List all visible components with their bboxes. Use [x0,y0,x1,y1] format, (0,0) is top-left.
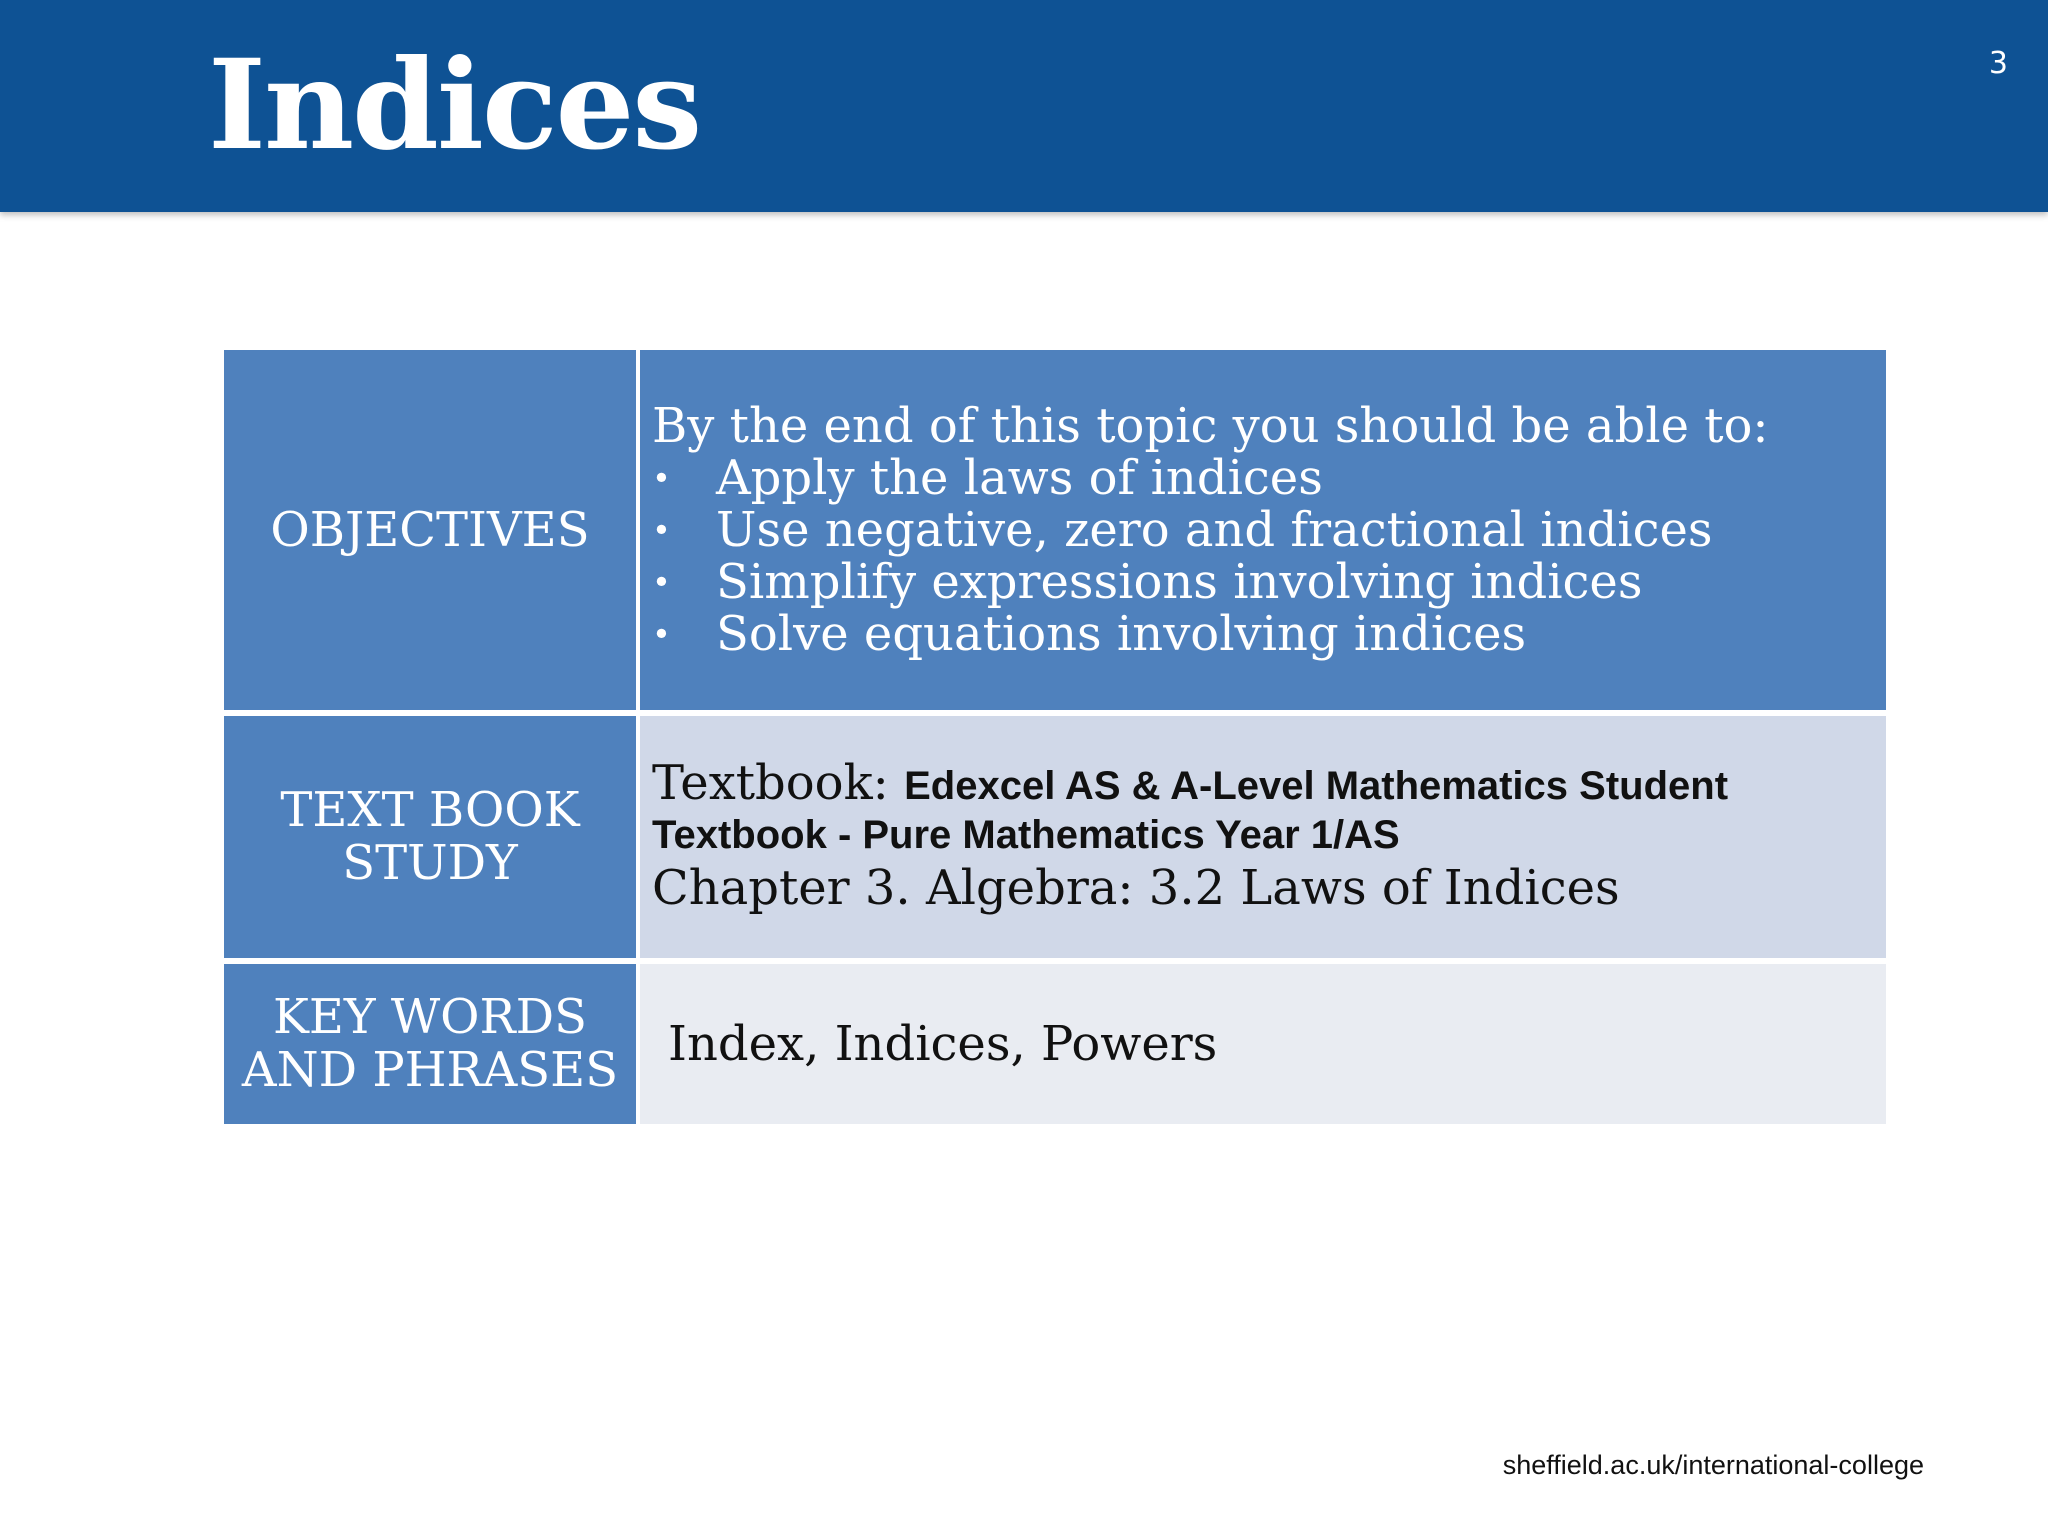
bullet-icon: • [652,459,671,497]
slide-number: 3 [1988,46,2008,81]
textbook-reference: Textbook: Edexcel AS & A-Level Mathematics Student [652,754,1729,811]
objective-item: • Apply the laws of indices [652,450,1323,506]
bullet-icon: • [652,511,671,549]
slide-header [0,0,2048,212]
slide-title: Indices [208,33,701,178]
textbook-row [224,716,1886,958]
keywords-row [224,964,1886,1124]
objectives-list [652,452,1874,660]
keywords-content: Index, Indices, Powers [640,964,1886,1124]
objectives-content [640,350,1886,710]
objectives-intro: By the end of this topic you should be able to: [652,398,1769,454]
keywords-label: KEY WORDS AND PHRASES [224,964,636,1124]
objectives-label: OBJECTIVES [224,350,636,710]
textbook-title-continued: Textbook - Pure Mathematics Year 1/AS [652,812,1400,857]
textbook-chapter: Chapter 3. Algebra: 3.2 Laws of Indices [652,859,1620,916]
footer-url: sheffield.ac.uk/international-college [1502,1450,1924,1480]
textbook-title: Edexcel AS & A-Level Mathematics Student [904,763,1729,808]
objective-item: • Simplify expressions involving indices [652,554,1643,610]
overview-table [224,350,1886,1124]
textbook-content [640,716,1886,958]
objective-item: • Use negative, zero and fractional indices [652,502,1713,558]
bullet-icon: • [652,615,671,653]
objectives-row [224,350,1886,710]
textbook-label: TEXT BOOK STUDY [224,716,636,958]
objective-item: • Solve equations involving indices [652,606,1527,662]
bullet-icon: • [652,563,671,601]
